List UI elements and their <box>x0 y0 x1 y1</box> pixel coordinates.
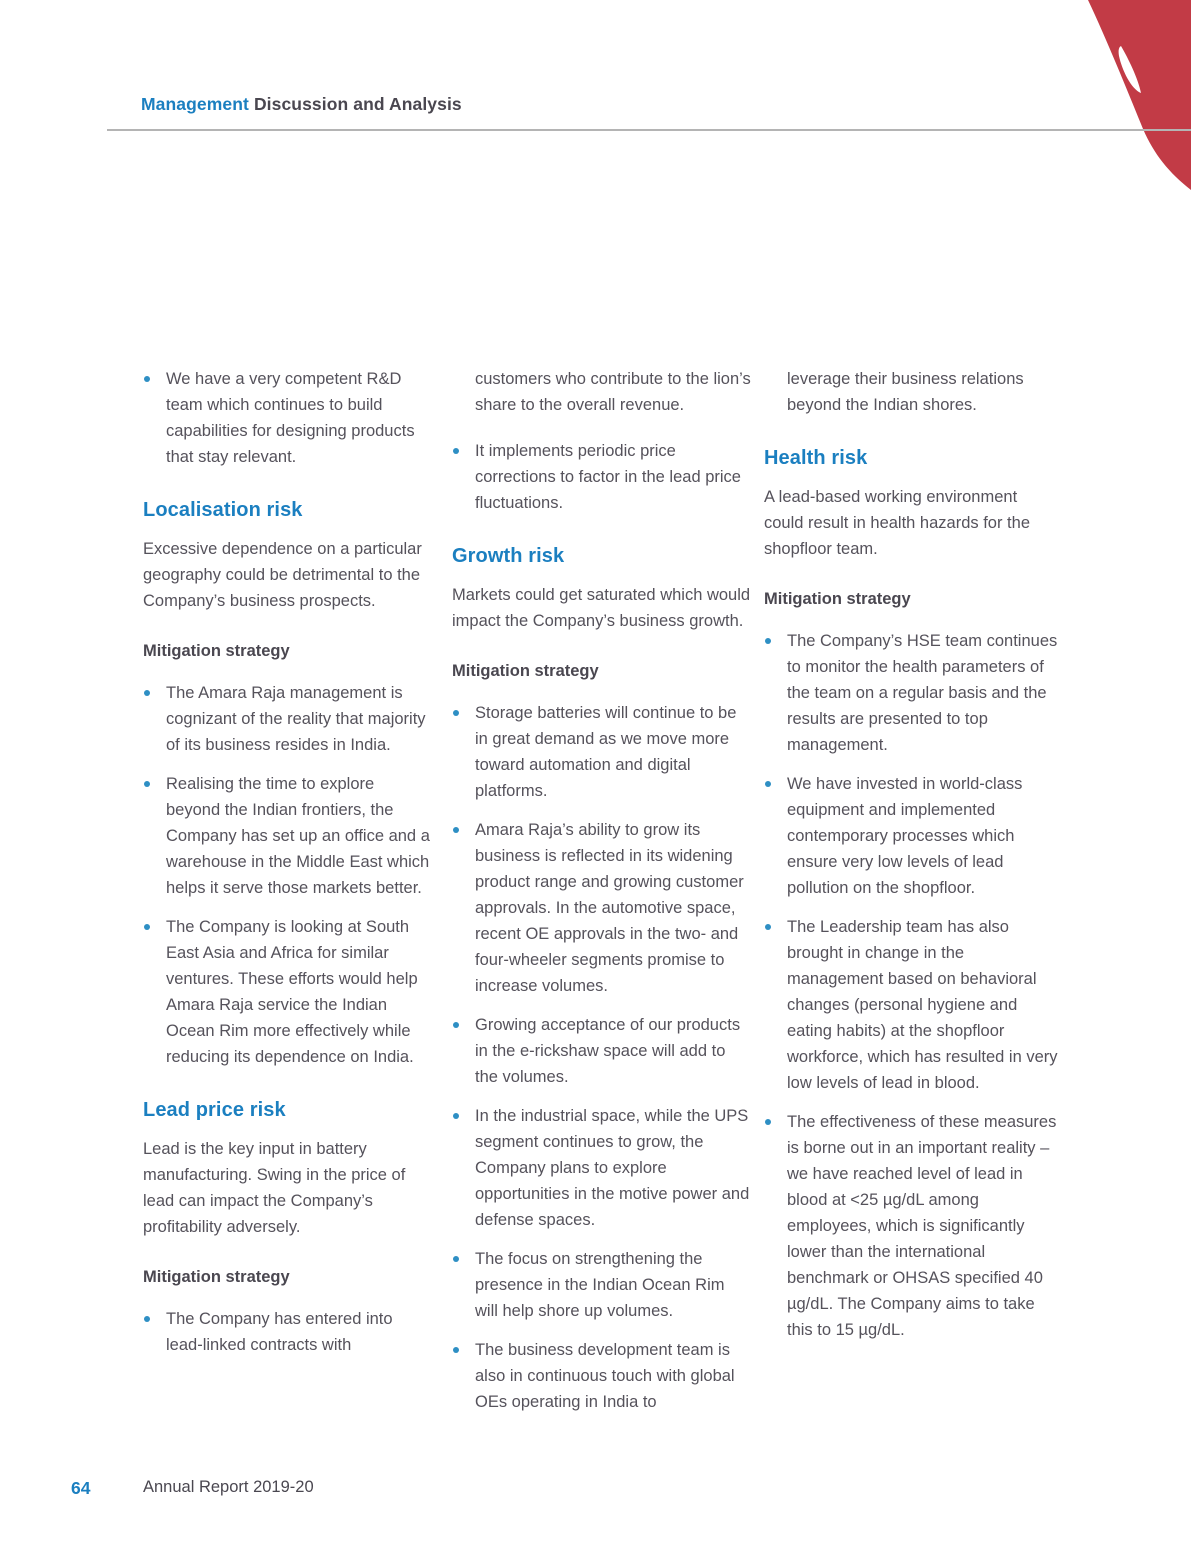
column-2 <box>452 366 751 1428</box>
bullet-text: We have a very competent R&D team which continues to build capabilities for designing products that stay relevant. <box>166 370 415 466</box>
bullet-text: Storage batteries will continue to be in great demand as we move more toward automation and digital platforms. <box>475 704 737 800</box>
paragraph: Excessive dependence on a particular geography could be detrimental to the Company’s business prospects. <box>143 540 422 610</box>
bullet-icon <box>453 827 459 833</box>
bullet-item <box>143 1306 430 1358</box>
bullet-text: The business development team is also in continuous touch with global OEs operating in India to <box>475 1341 735 1411</box>
paragraph: Markets could get saturated which would impact the Company’s business growth. <box>452 586 751 630</box>
footer-report-title: Annual Report 2019-20 <box>143 1478 314 1496</box>
risk-heading-growth: Growth risk <box>452 545 565 567</box>
risk-heading-lead-price: Lead price risk <box>143 1099 286 1121</box>
bullet-icon <box>144 376 150 382</box>
column-3 <box>764 366 1060 1356</box>
bullet-text: The effectiveness of these measures is borne out in an important reality – we have reached level of lead in blood at <25 µg/dL among employees, which is significantly lower than the international benchmark or OHSAS specified 40 µg/dL. The Company aims to take this to 15 µg/dL. <box>787 1113 1057 1339</box>
bullet-text: The focus on strengthening the presence in the Indian Ocean Rim will help shore up volumes. <box>475 1250 725 1320</box>
bullet-item <box>452 438 751 516</box>
bullet-item <box>452 1246 751 1324</box>
continued-text: customers who contribute to the lion’s share to the overall revenue. <box>475 370 751 414</box>
page-number: 64 <box>71 1478 91 1498</box>
bullet-item <box>143 366 430 470</box>
bullet-icon <box>453 710 459 716</box>
bullet-text: The Company’s HSE team continues to monitor the health parameters of the team on a regular basis and the results are presented to top management. <box>787 632 1058 754</box>
page-header <box>141 94 462 115</box>
bullet-item <box>764 914 1060 1096</box>
bullet-icon <box>765 924 771 930</box>
paragraph: Lead is the key input in battery manufacturing. Swing in the price of lead can impact the Company’s profitability adversely. <box>143 1140 406 1236</box>
bullet-text: The Amara Raja management is cognizant of the reality that majority of its business resides in India. <box>166 684 426 754</box>
risk-heading-health: Health risk <box>764 447 868 469</box>
bullet-icon <box>765 638 771 644</box>
risk-heading-localisation: Localisation risk <box>143 499 303 521</box>
bullet-icon <box>144 924 150 930</box>
bullet-icon <box>453 448 459 454</box>
column-1 <box>143 366 430 1371</box>
bullet-icon <box>144 690 150 696</box>
bullet-icon <box>765 781 771 787</box>
bullet-icon <box>453 1113 459 1119</box>
bullet-text: The Company is looking at South East Asia and Africa for similar ventures. These efforts would help Amara Raja service the Indian Ocean Rim more effectively while reducing its dependence on India. <box>166 918 418 1066</box>
bullet-item <box>452 1012 751 1090</box>
mitigation-subheading: Mitigation strategy <box>452 662 599 680</box>
bullet-text: We have invested in world-class equipment and implemented contemporary processes which ensure very low levels of lead pollution on the shopfloor. <box>787 775 1023 897</box>
bullet-item <box>143 771 430 901</box>
bullet-icon <box>453 1347 459 1353</box>
bullet-item <box>452 1337 751 1415</box>
bullet-item <box>764 628 1060 758</box>
bullet-item <box>143 680 430 758</box>
bullet-text: In the industrial space, while the UPS segment continues to grow, the Company plans to explore opportunities in the motive power and defense spaces. <box>475 1107 750 1229</box>
bullet-item <box>764 1109 1060 1343</box>
bullet-item <box>143 914 430 1070</box>
bullet-icon <box>765 1119 771 1125</box>
bullet-text: It implements periodic price corrections to factor in the lead price fluctuations. <box>475 442 741 512</box>
bullet-icon <box>453 1022 459 1028</box>
bullet-item <box>452 700 751 804</box>
paragraph: A lead-based working environment could result in health hazards for the shopfloor team. <box>764 488 1030 558</box>
bullet-icon <box>144 781 150 787</box>
header-title-rest: Discussion and Analysis <box>253 94 462 114</box>
bullet-icon <box>144 1316 150 1322</box>
bullet-text: The Leadership team has also brought in change in the management based on behavioral changes (personal hygiene and eating habits) at the shopfloor workforce, which has resulted in very low levels of lead in blood. <box>787 918 1058 1092</box>
bullet-text: Growing acceptance of our products in the e-rickshaw space will add to the volumes. <box>475 1016 741 1086</box>
bullet-item <box>452 1103 751 1233</box>
bullet-item <box>452 817 751 999</box>
bullet-icon <box>453 1256 459 1262</box>
bullet-item <box>764 771 1060 901</box>
mitigation-subheading: Mitigation strategy <box>764 590 911 608</box>
flame-decoration-icon <box>1081 0 1191 200</box>
bullet-text: The Company has entered into lead-linked contracts with <box>166 1310 393 1354</box>
header-rule <box>107 129 1191 131</box>
continued-text: leverage their business relations beyond the Indian shores. <box>787 370 1024 414</box>
mitigation-subheading: Mitigation strategy <box>143 642 290 660</box>
header-title-accent: Management <box>141 94 249 114</box>
bullet-text: Amara Raja’s ability to grow its business is reflected in its widening product range and growing customer approvals. In the automotive space, recent OE approvals in the two- and four-wheeler segments promise to increase volumes. <box>475 821 744 995</box>
mitigation-subheading: Mitigation strategy <box>143 1268 290 1286</box>
bullet-text: Realising the time to explore beyond the Indian frontiers, the Company has set up an office and a warehouse in the Middle East which helps it serve those markets better. <box>166 775 430 897</box>
